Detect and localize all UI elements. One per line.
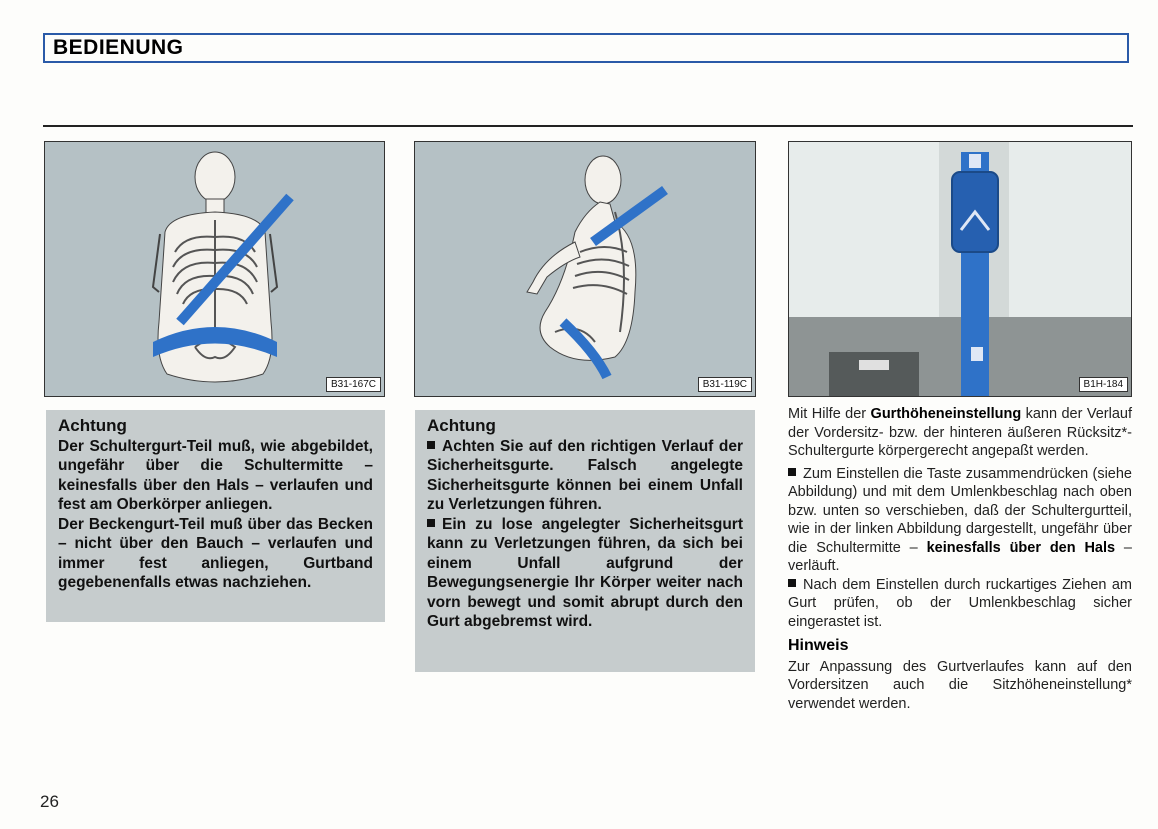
figure-code: B1H-184: [1079, 377, 1128, 392]
page-number: 26: [40, 792, 59, 811]
paragraph-adjust: Zum Einstellen die Taste zusammendrücken (siehe Abbildung) und mit dem Umlenkbeschlag nach oben bzw. unten so verschieben, daß der Schultergurtteil, wie in der linken Abbildung dargestellt, ungefähr über die Schultermitte – keinesfalls über den Hals – verläuft.: [788, 465, 1132, 574]
warning-box-shoulder-belt: [46, 410, 385, 622]
warning-title: Achtung: [58, 416, 127, 435]
warning-text: Der Beckengurt-Teil muß über das Becken – nicht über den Bauch – verlaufen und immer fest anliegen, Gurtband gegebenenfalls etwas nachziehen.: [58, 515, 373, 591]
figure-code: B31-167C: [326, 377, 381, 392]
warning-box-belt-routing: [415, 410, 755, 672]
warning-text: Der Schultergurt-Teil muß, wie abgebildet, ungefähr über die Schultermitte – keinesfalls über den Hals – verlaufen und fest am Oberkörper anliegen.: [58, 437, 373, 513]
warning-item: Ein zu lose angelegter Sicherheitsgurt kann zu Verletzungen führen, da sich bei einem Unfall aufgrund der Bewegungsenergie Ihr Körper weiter nach vorn bewegt und somit abrupt durch den Gurt abgebremst wird.: [427, 515, 743, 630]
figure-belt-front: [44, 141, 385, 397]
horizontal-rule: [43, 125, 1133, 127]
bullet-square-icon: [427, 519, 435, 527]
note-text: Zur Anpassung des Gurtverlaufes kann auf den Vordersitzen auch die Sitzhöheneinstellung* verwendet werden.: [788, 658, 1132, 712]
note-title: Hinweis: [788, 637, 849, 654]
skeleton-side-illustration: [415, 142, 756, 397]
figure-belt-height-adjuster: [788, 141, 1132, 397]
section-title: BEDIENUNG: [53, 36, 184, 59]
right-column-text: [788, 405, 1132, 713]
section-header: [43, 33, 1129, 63]
warning-title: Achtung: [427, 416, 496, 435]
warning-item: Achten Sie auf den richtigen Verlauf der Sicherheitsgurte. Falsch angelegte Sicherheitsgurte können bei einem Unfall zu Verletzungen führen.: [427, 437, 743, 513]
paragraph-intro: Mit Hilfe der Gurthöheneinstellung kann der Verlauf der Vordersitz- bzw. der hinteren äußeren Rücksitz*-Schultergurte körpergerecht angepaßt werden.: [788, 406, 1132, 459]
figure-belt-side: [414, 141, 756, 397]
bullet-square-icon: [427, 441, 435, 449]
belt-adjuster-illustration: [789, 142, 1132, 397]
skeleton-front-illustration: [45, 142, 385, 397]
bullet-square-icon: [788, 468, 796, 476]
figure-code: B31-119C: [698, 377, 752, 392]
bullet-square-icon: [788, 579, 796, 587]
paragraph-check: Nach dem Einstellen durch ruckartiges Ziehen am Gurt prüfen, ob der Umlenkbeschlag sicher eingerastet ist.: [788, 576, 1132, 630]
